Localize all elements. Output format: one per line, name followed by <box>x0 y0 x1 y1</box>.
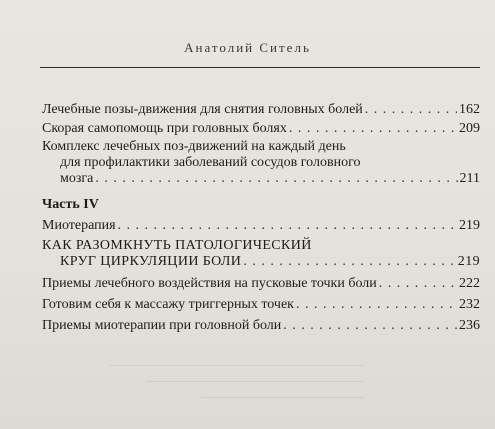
toc-entry <box>42 238 480 270</box>
toc-leader-dots <box>118 218 457 234</box>
toc-entry <box>42 102 480 118</box>
toc-entry <box>42 121 480 137</box>
toc-entry-title: Комплекс лечебных поз-движений на каждый день <box>42 139 346 154</box>
toc-entry <box>42 139 480 187</box>
header-rule <box>40 67 480 68</box>
toc-entry-page: 162 <box>459 102 480 117</box>
toc-entry-page: 211 <box>459 171 480 186</box>
toc-entry-title: Лечебные позы-движения для снятия головных болей <box>42 102 363 117</box>
toc-entry-title: Миотерапия <box>42 218 116 233</box>
toc-entry <box>42 318 480 334</box>
toc-entry-title: Готовим себя к массажу триггерных точек <box>42 297 294 312</box>
toc-entry-page: 232 <box>459 297 480 312</box>
toc-entry-title-cont: КРУГ ЦИРКУЛЯЦИИ БОЛИ <box>60 254 242 269</box>
toc-entry-title: КАК РАЗОМКНУТЬ ПАТОЛОГИЧЕСКИЙ <box>42 238 312 253</box>
toc-leader-dots <box>283 318 457 334</box>
toc-entry-page: 219 <box>459 218 480 233</box>
toc-entry-title: Приемы лечебного воздействия на пусковые точки боли <box>42 276 377 291</box>
toc-entry <box>42 276 480 292</box>
running-header-author: Анатолий Ситель <box>184 40 311 55</box>
toc-leader-dots <box>296 297 457 313</box>
toc-leader-dots <box>289 121 457 137</box>
toc-entry <box>42 297 480 313</box>
page-show-through <box>0 339 495 429</box>
toc-leader-dots <box>365 102 457 118</box>
toc-leader-dots <box>379 276 457 292</box>
toc-entry-title: Скорая самопомощь при головных болях <box>42 121 287 136</box>
part-heading: Часть IV <box>42 197 99 212</box>
toc-entry-title: Приемы миотерапии при головной боли <box>42 318 282 333</box>
toc-entry-page: 222 <box>459 276 480 291</box>
toc-leader-dots <box>243 254 455 270</box>
toc-entry-page: 236 <box>459 318 480 333</box>
toc-entry <box>42 218 480 234</box>
toc-entry-title-cont: для профилактики заболеваний сосудов головного <box>60 155 361 170</box>
toc-entry-title-cont: мозга <box>60 171 94 186</box>
toc-entry-page: 219 <box>457 254 480 269</box>
toc-entry-page: 209 <box>459 121 480 136</box>
toc-leader-dots <box>95 171 457 187</box>
